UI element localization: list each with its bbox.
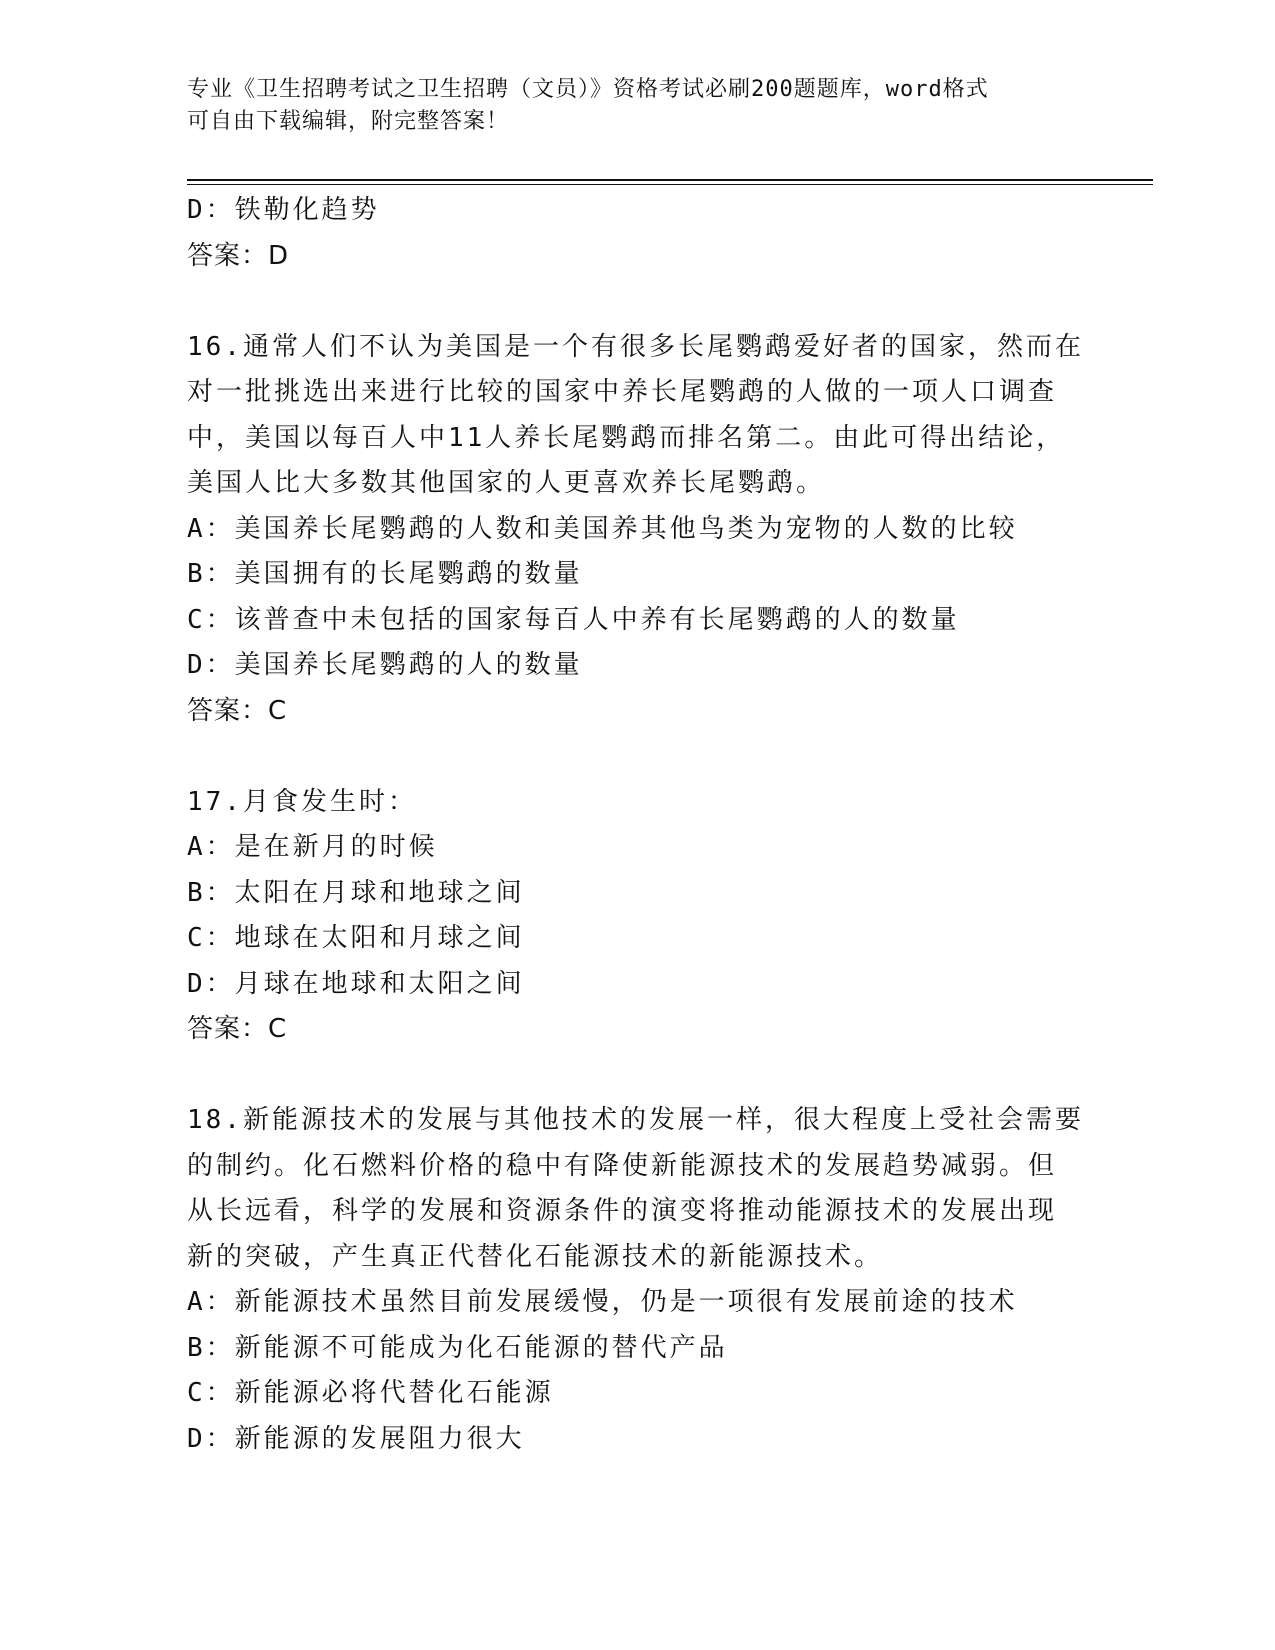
question-stem-line: 新的突破，产生真正代替化石能源技术的新能源技术。: [187, 1241, 884, 1272]
option-a: A：新能源技术虽然目前发展缓慢，仍是一项很有发展前途的技术: [187, 1287, 1018, 1317]
option-b: B：太阳在月球和地球之间: [187, 877, 525, 908]
document-body: [187, 188, 1087, 1462]
header-line-1: 专业《卫生招聘考试之卫生招聘（文员）》资格考试必刷200题题库，word格式: [187, 77, 989, 102]
question-stem-line: 18.新能源技术的发展与其他技术的发展一样，很大程度上受社会需要: [187, 1105, 1084, 1135]
answer: 答案：C: [187, 1014, 288, 1044]
option-a: A：是在新月的时候: [187, 832, 438, 862]
option-d: D：铁勒化趋势: [187, 195, 380, 225]
option-c: C：新能源必将代替化石能源: [187, 1378, 554, 1408]
header-rule-thick: [187, 179, 1153, 181]
spacer: [187, 1053, 1087, 1099]
option-b: B：新能源不可能成为化石能源的替代产品: [187, 1332, 728, 1363]
spacer: [187, 734, 1087, 780]
answer: 答案：D: [187, 240, 290, 271]
question-16: [187, 325, 1087, 735]
option-c: C：该普查中未包括的国家每百人中养有长尾鹦鹉的人的数量: [187, 604, 960, 635]
option-d: D：新能源的发展阻力很大: [187, 1423, 525, 1454]
question-stem-line: 17.月食发生时：: [187, 786, 417, 817]
answer: 答案：C: [187, 695, 288, 726]
question-18: [187, 1098, 1087, 1462]
option-d: D：月球在地球和太阳之间: [187, 968, 525, 999]
spacer: [187, 279, 1087, 325]
question-stem-line: 的制约。化石燃料价格的稳中有降使新能源技术的发展趋势减弱。但: [187, 1150, 1058, 1181]
option-a: A：美国养长尾鹦鹉的人数和美国养其他鸟类为宠物的人数的比较: [187, 513, 1018, 544]
option-c: C：地球在太阳和月球之间: [187, 923, 525, 953]
question-stem-line: 16.通常人们不认为美国是一个有很多长尾鹦鹉爱好者的国家，然而在: [187, 331, 1084, 362]
question-15-tail: [187, 188, 1087, 279]
option-b: B：美国拥有的长尾鹦鹉的数量: [187, 559, 583, 589]
header-rule-thin: [187, 184, 1153, 185]
header-line-2: 可自由下载编辑，附完整答案！: [187, 109, 510, 134]
question-stem-line: 从长远看，科学的发展和资源条件的演变将推动能源技术的发展出现: [187, 1196, 1058, 1226]
question-17: [187, 780, 1087, 1053]
option-d: D：美国养长尾鹦鹉的人的数量: [187, 650, 583, 680]
question-stem-line: 中，美国以每百人中11人养长尾鹦鹉而排名第二。由此可得出结论，: [187, 422, 1066, 453]
question-stem-line: 美国人比大多数其他国家的人更喜欢养长尾鹦鹉。: [187, 468, 826, 498]
page-header: [187, 74, 1087, 138]
question-stem-line: 对一批挑选出来进行比较的国家中养长尾鹦鹉的人做的一项人口调查: [187, 377, 1058, 407]
